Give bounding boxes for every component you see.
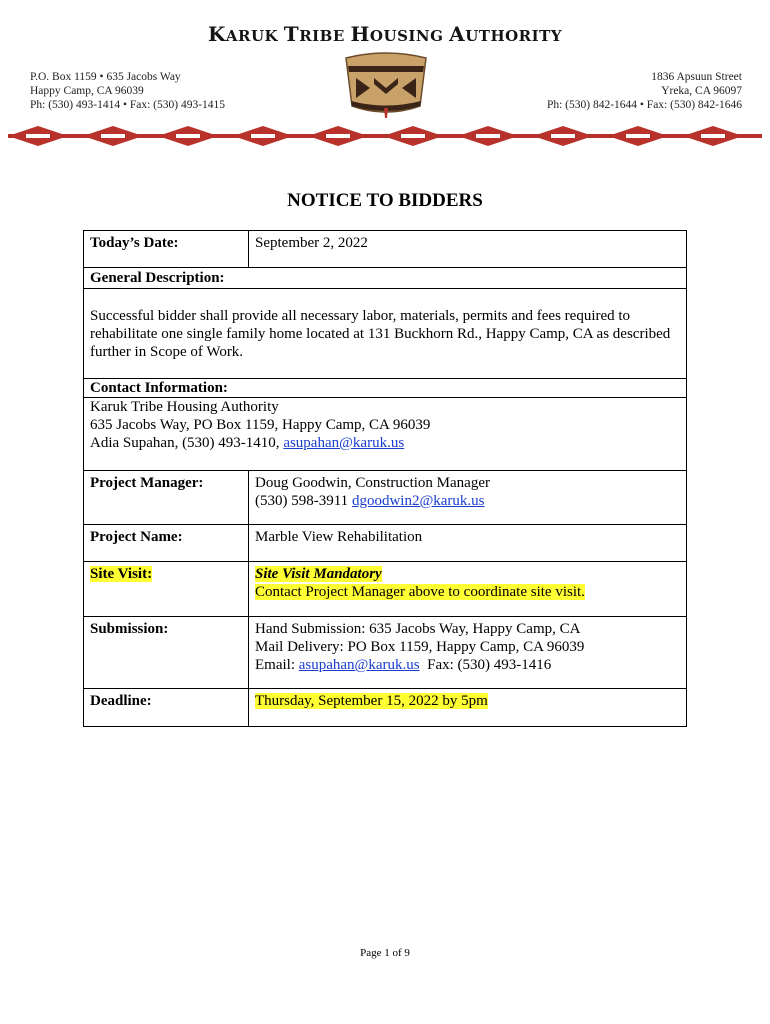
contact-person: Adia Supahan, (530) 493-1410, [90,435,284,451]
deadline-label: Deadline: [84,689,249,726]
title-cap: K [207,22,226,46]
submission-email-prefix: Email: [255,657,299,673]
site-visit-row [83,562,687,617]
contact-details [84,398,686,470]
project-manager-email-link[interactable]: dgoodwin2@karuk.us [351,493,485,509]
todays-date-row [83,230,687,268]
project-manager-name: Doug Goodwin, Construction Manager [255,475,490,491]
address-line: Ph: (530) 842-1644 • Fax: (530) 842-1646 [546,99,742,111]
contact-row [83,398,687,471]
submission-label: Submission: [84,617,249,688]
submission-fax: Fax: (530) 493-1416 [419,657,552,673]
title-rest: OUSING [369,27,450,45]
address-line: P.O. Box 1159 • 635 Jacobs Way [30,71,181,83]
site-visit-label: Site Visit: [90,566,153,582]
project-manager-value [249,471,686,524]
title-cap: T [283,22,300,46]
submission-row [83,617,687,689]
submission-mail: Mail Delivery: PO Box 1159, Happy Camp, CA 96039 [255,639,585,655]
address-line: 1836 Apsuun Street [651,71,742,83]
project-manager-phone: (530) 598-3911 [255,493,352,509]
address-line: Yreka, CA 96097 [661,85,742,97]
contact-address: 635 Jacobs Way, PO Box 1159, Happy Camp, CA 96039 [90,417,431,433]
project-name-label: Project Name: [84,525,249,561]
general-description-header-row [83,268,687,289]
project-name-value: Marble View Rehabilitation [255,529,423,545]
deadline-value-cell [249,689,686,726]
title-rest: ARUK [225,27,284,45]
project-manager-contact [255,492,680,510]
general-description-row [83,289,687,379]
project-manager-label: Project Manager: [84,471,249,524]
submission-email-line [255,656,680,674]
project-name-row [83,525,687,562]
submission-hand: Hand Submission: 635 Jacobs Way, Happy Camp, CA [255,621,581,637]
deadline-row [83,689,687,727]
site-visit-mandatory: Site Visit Mandatory [255,566,382,582]
deadline-value: Thursday, September 15, 2022 by 5pm [255,693,488,709]
page-number: Page 1 of 9 [360,947,410,959]
todays-date-label: Today’s Date: [84,231,249,267]
title-rest: RIBE [299,27,351,45]
letterhead-title [0,22,770,46]
general-description-label: General Description: [90,270,225,286]
contact-person-line [90,434,680,452]
address-line: Ph: (530) 493-1414 • Fax: (530) 493-1415 [30,99,226,111]
todays-date-value: September 2, 2022 [255,235,368,251]
notice-title: NOTICE TO BIDDERS [287,190,483,211]
submission-email-link[interactable]: asupahan@karuk.us [298,657,420,673]
contact-org: Karuk Tribe Housing Authority [90,399,279,415]
decorative-border [8,122,762,150]
site-visit-contact: Contact Project Manager above to coordinate site visit. [255,584,585,600]
title-rest: UTHORITY [465,27,563,45]
contact-label: Contact Information: [90,380,228,396]
site-visit-label-cell [84,562,249,616]
site-visit-value [249,562,686,616]
address-left [30,70,225,112]
title-cap: H [350,22,370,46]
contact-email-link[interactable]: asupahan@karuk.us [283,435,405,451]
address-right [547,70,742,112]
basket-logo [336,44,436,124]
notice-form [83,230,687,727]
project-manager-row [83,471,687,525]
submission-value [249,617,686,688]
contact-header-row [83,379,687,398]
address-line: Happy Camp, CA 96039 [30,85,144,97]
title-cap: A [449,22,466,46]
general-description-text: Successful bidder shall provide all necessary labor, materials, permits and fees required to rehabilitate one single family home located at 131 Buckhorn Rd., Happy Camp, CA as described further in Scope of Work. [90,308,671,360]
